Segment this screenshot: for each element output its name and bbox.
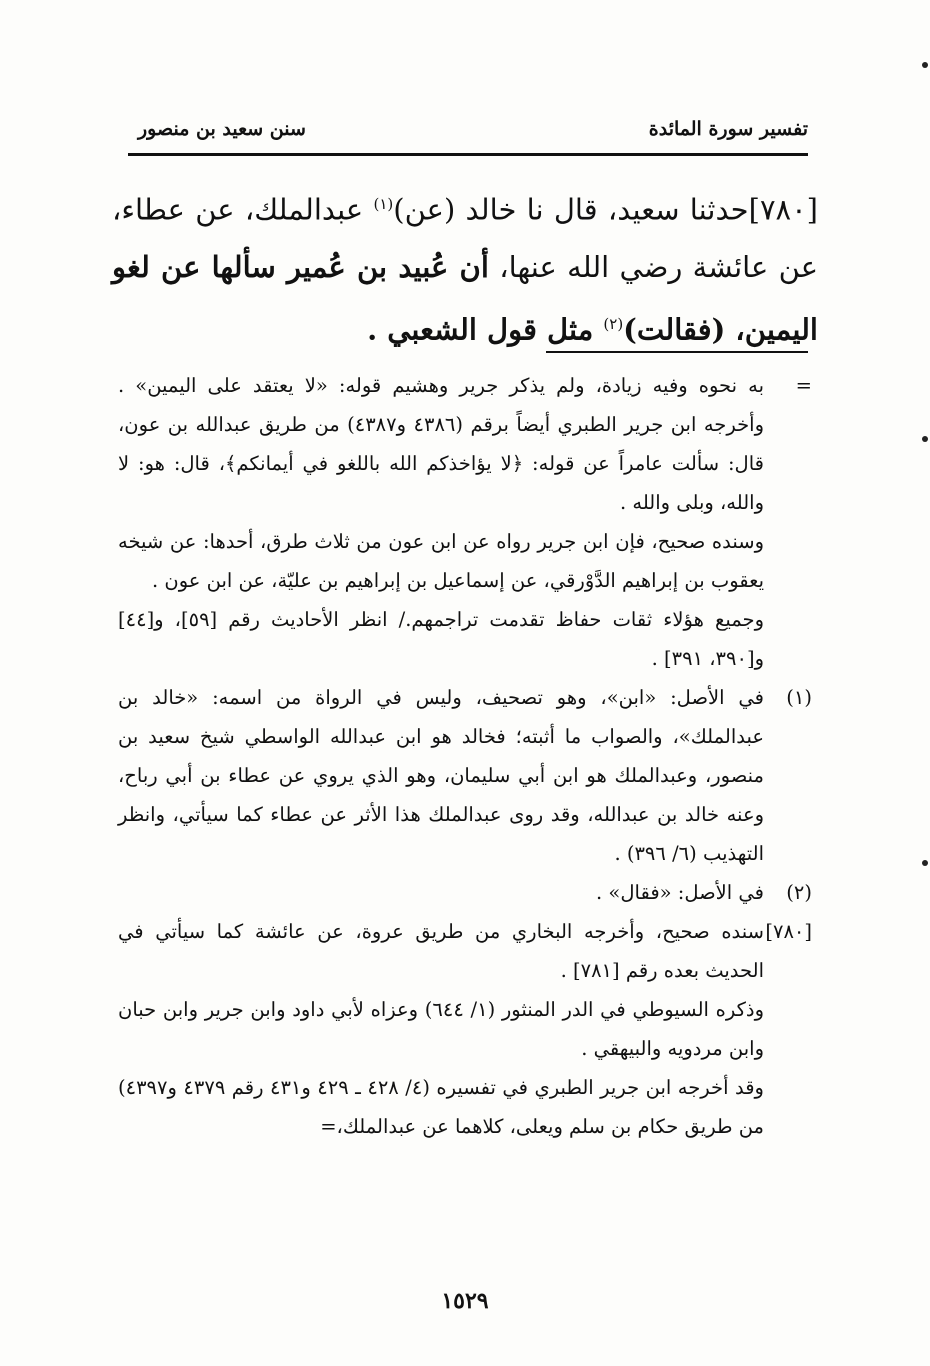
note-continuation bbox=[118, 366, 812, 522]
footnote-1-label: (١) bbox=[786, 686, 812, 709]
hadith-isnad: حدثنا سعيد، قال نا خالد (عن) bbox=[393, 192, 749, 227]
scan-speck bbox=[922, 62, 928, 68]
commentary-780 bbox=[118, 912, 812, 990]
hadith-number: [٧٨٠] bbox=[748, 192, 818, 227]
hadith-isnad-cont: عبدالملك، عن عطاء، عن عائشة رضي الله عنها، bbox=[112, 192, 818, 284]
commentary-780-label: [٧٨٠] bbox=[765, 920, 812, 943]
page-number: ١٥٢٩ bbox=[441, 1288, 489, 1314]
scan-speck bbox=[922, 860, 928, 866]
commentary-780-text: سنده صحيح، وأخرجه البخاري من طريق عروة، عن عائشة كما سيأتي في الحديث بعده رقم [٧٨١] . bbox=[118, 920, 764, 982]
hadith-matn-end: مثل قول الشعبي . bbox=[367, 312, 604, 347]
footnote-2-label: (٢) bbox=[786, 881, 812, 904]
footnote-1-text: في الأصل: «ابن»، وهو تصحيف، وليس في الرواة من اسمه: «خالد بن عبدالملك»، والصواب ما أثبته؛ فخالد هو ابن عبدالله الواسطي شيخ سعيد بن منصور، وعبدالملك هو ابن أبي سليمان، وهو الذي يروي عن عطاء بن أبي رباح، وعنه خالد بن عبدالله، وقد روى عبدالملك هذا الأثر عن عطاء كما سيأتي، وانظر التهذيب (٦/ ٣٩٦) . bbox=[118, 686, 764, 865]
continuation-marker: = bbox=[795, 374, 812, 397]
chapter-title: تفسير سورة المائدة bbox=[648, 118, 808, 140]
note-paragraph-3: وجميع هؤلاء ثقات حفاظ تقدمت تراجمهم./ انظر الأحاديث رقم [٥٩]، و[٤٤] و[٣٩٠، ٣٩١] . bbox=[118, 608, 765, 670]
main-hadith-text bbox=[112, 176, 818, 358]
hadith-matn: أن عُبيد بن عُمير سألها عن لغو اليمين، (فقالت) bbox=[112, 249, 818, 347]
running-header bbox=[128, 110, 808, 150]
commentary-780-paragraph-2: وذكره السيوطي في الدر المنثور (١/ ٦٤٤) وعزاه لأبي داود وابن جرير وابن حبان وابن مردويه والبيهقي . bbox=[118, 998, 764, 1060]
footnote-separator bbox=[546, 351, 808, 353]
footnote-2 bbox=[118, 873, 812, 912]
scan-speck bbox=[922, 436, 928, 442]
footnote-ref-1: (١) bbox=[373, 195, 394, 213]
commentary-780-paragraph-3: وقد أخرجه ابن جرير الطبري في تفسيره (٤/ ٤٢٨ ـ ٤٢٩ و٤٣١ رقم ٤٣٧٩ و٤٣٩٧) من طريق حكام بن سلم ويعلى، كلاهما عن عبدالملك،= bbox=[118, 1076, 764, 1138]
footnote-2-text: في الأصل: «فقال» . bbox=[596, 881, 764, 904]
note-paragraph-2: وسنده صحيح، فإن ابن جرير رواه عن ابن عون من ثلاث طرق، أحدها: عن شيخه يعقوب بن إبراهيم الدَّوْرقي، عن إسماعيل بن إبراهيم بن عليّة، عن ابن عون . bbox=[118, 530, 764, 592]
footnote-ref-2: (٢) bbox=[603, 314, 624, 333]
footnotes bbox=[118, 366, 812, 1146]
header-rule bbox=[128, 153, 808, 156]
note-continuation-text: به نحوه وفيه زيادة، ولم يذكر جرير وهشيم قوله: «لا يعتقد على اليمين» . وأخرجه ابن جرير الطبري أيضاً برقم (٤٣٨٦ و٤٣٨٧) من طريق عبدالله بن عون، قال: سألت عامراً عن قوله: ﴿لا يؤاخذكم الله باللغو في أيمانكم﴾، قال: هو: لا والله، وبلى والله . bbox=[118, 374, 765, 514]
footnote-1 bbox=[118, 678, 812, 873]
book-title: سنن سعيد بن منصور bbox=[138, 118, 306, 140]
